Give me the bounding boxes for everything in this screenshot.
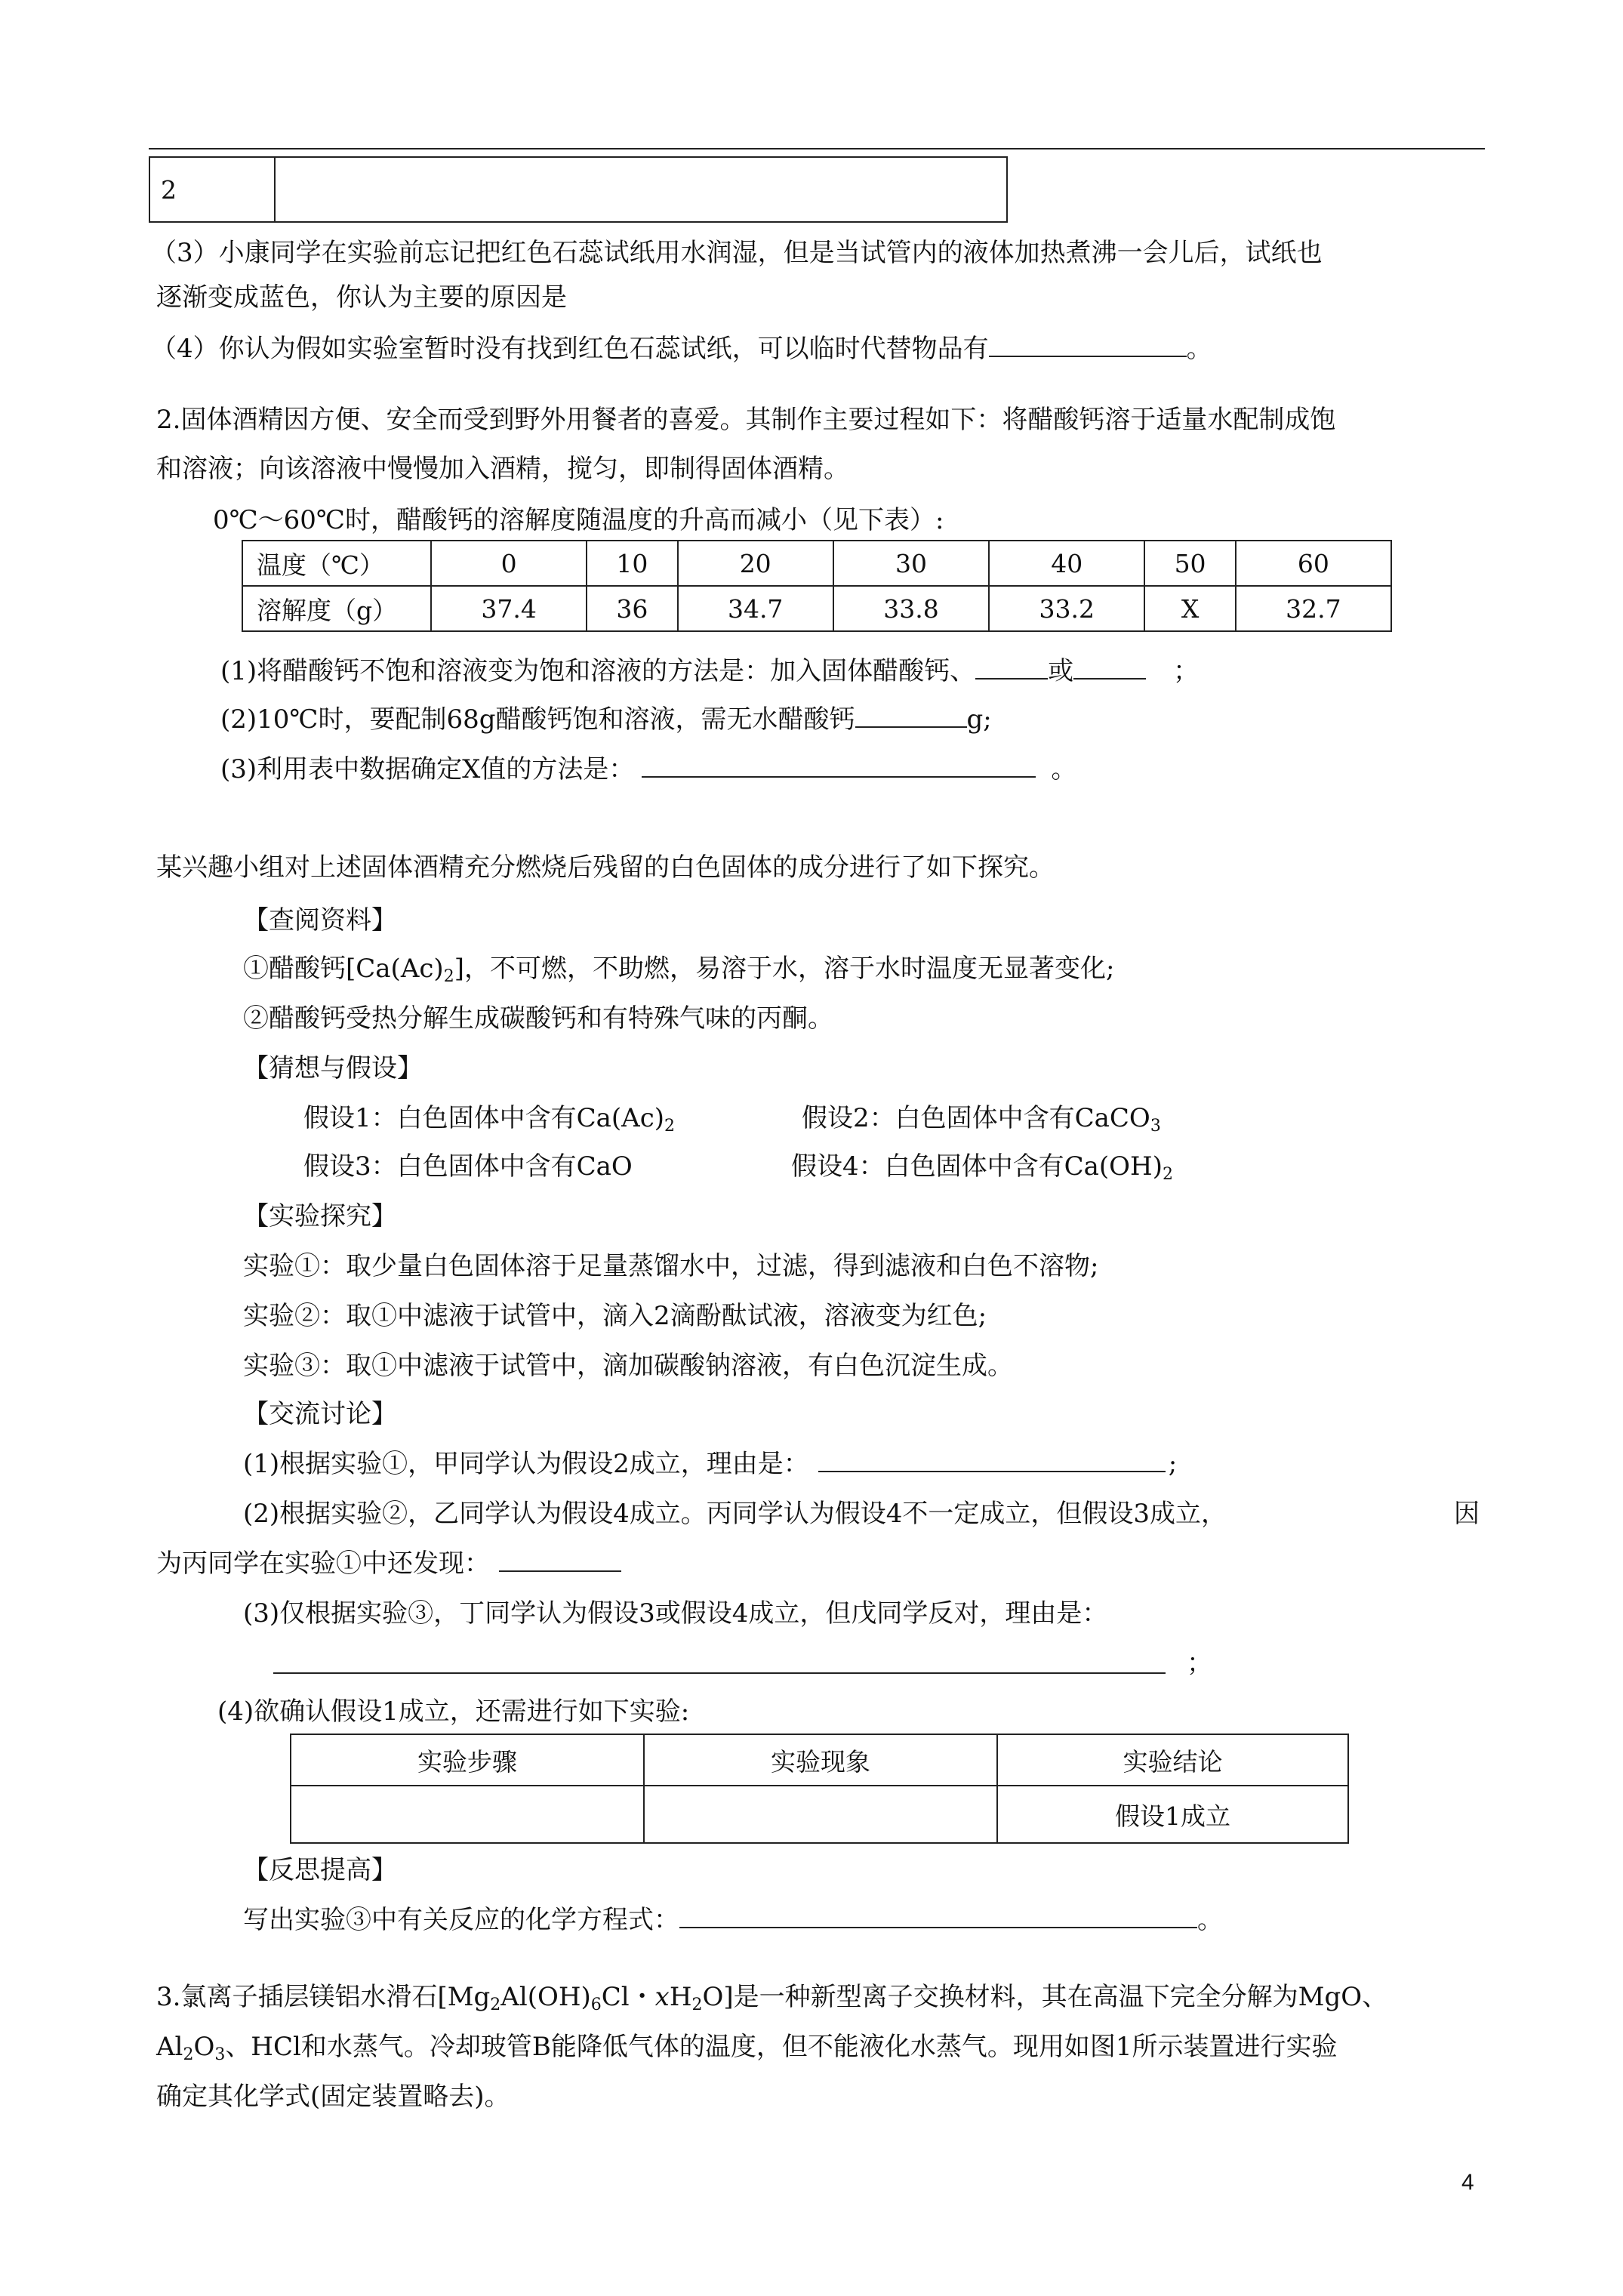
q2-heading-reflection: 【反思提高】 [243, 1855, 397, 1885]
q2-sub1-blank-2[interactable] [1073, 677, 1146, 680]
solubility-header-7: 60 [1236, 541, 1391, 586]
solubility-header-3: 20 [678, 541, 833, 586]
q2-hyp-1-sub: 2 [664, 1117, 676, 1136]
q2-disc-2-blank[interactable] [499, 1570, 621, 1572]
q1-p4 [151, 336, 1212, 362]
q2-reflection-blank[interactable] [679, 1926, 1197, 1928]
q2-exp-1: 实验①：取少量白色固体溶于足量蒸馏水中，过滤，得到滤液和白色不溶物; [243, 1251, 1099, 1281]
q2-disc-2-text: (2)根据实验②，乙同学认为假设4成立。丙同学认为假设4不一定成立，但假设3成立， [243, 1499, 1227, 1529]
page-number: 4 [1461, 2170, 1474, 2195]
q3-l1-s2: 6 [590, 1996, 602, 2014]
solubility-header-0: 温度（℃） [242, 541, 431, 586]
q2-disc-1-blank[interactable] [818, 1470, 1166, 1472]
solubility-cell-4: 33.8 [833, 586, 989, 631]
q2-sub3 [220, 754, 1077, 784]
solubility-cell-6: X [1144, 586, 1235, 631]
q2-inquiry-intro: 某兴趣小组对上述固体酒精充分燃烧后残留的白色固体的成分进行了如下探究。 [156, 852, 1055, 883]
q2-disc-2-yin: 因 [1454, 1499, 1480, 1529]
experiment-cell-phenomenon[interactable] [644, 1786, 997, 1843]
q2-exp-3: 实验③：取①中滤液于试管中，滴加碳酸钠溶液，有白色沉淀生成。 [243, 1351, 1013, 1381]
q3-l1-a: 3.氯离子插层镁铝水滑石[Mg [156, 1982, 491, 2012]
top-table-blank [275, 157, 1007, 222]
q2-disc-2-line2-text: 为丙同学在实验①中还发现： [156, 1549, 490, 1579]
q2-sub2-end: g; [966, 704, 992, 735]
q3-l2-a: Al [156, 2032, 183, 2062]
q2-sub3-text: (3)利用表中数据确定X值的方法是： [220, 754, 635, 784]
q2-sub2-blank[interactable] [855, 726, 967, 728]
solubility-table-value-row [242, 586, 1391, 631]
solubility-cell-3: 34.7 [678, 586, 833, 631]
q2-disc-3-end: ； [1187, 1648, 1212, 1678]
solubility-cell-1: 37.4 [431, 586, 587, 631]
q2-hyp-4-text: 假设4：白色固体中含有Ca(OH) [791, 1151, 1163, 1182]
q2-sub1-or: 或 [1048, 656, 1074, 686]
experiment-header-phenomenon: 实验现象 [644, 1734, 997, 1786]
q2-ref-1 [243, 954, 1115, 986]
experiment-header-conclusion: 实验结论 [997, 1734, 1348, 1786]
top-table-num: 2 [149, 157, 275, 222]
q2-ref-1-sub: 2 [443, 967, 454, 986]
solubility-cell-2: 36 [587, 586, 677, 631]
q3-line2 [156, 2032, 1338, 2064]
q2-ref-2: ②醋酸钙受热分解生成碳酸钙和有特殊气味的丙酮。 [243, 1003, 833, 1034]
q3-l2-s2: 3 [214, 2045, 226, 2064]
experiment-table-header-row [291, 1734, 1348, 1786]
experiment-cell-conclusion: 假设1成立 [997, 1786, 1348, 1843]
solubility-table-header-row [242, 541, 1391, 586]
q2-hyp-1 [303, 1103, 676, 1136]
solubility-header-2: 10 [587, 541, 677, 586]
q3-l1-d: H [669, 1982, 692, 2012]
q2-ref-1-a: ①醋酸钙[Ca(Ac) [243, 954, 444, 984]
solubility-header-5: 40 [989, 541, 1144, 586]
q2-sub3-end: 。 [1051, 754, 1077, 784]
q2-sub1-text: (1)将醋酸钙不饱和溶液变为饱和溶液的方法是：加入固体醋酸钙、 [220, 656, 976, 686]
q2-sub1-blank-1[interactable] [975, 677, 1048, 680]
q2-intro-line1: 2.固体酒精因方便、安全而受到野外用餐者的喜爱。其制作主要过程如下：将醋酸钙溶于适量水配制成饱 [156, 405, 1336, 435]
q1-p4-end: 。 [1186, 334, 1212, 364]
q1-p3-line2: 逐渐变成蓝色，你认为主要的原因是 [156, 282, 567, 313]
q1-p3-line1: （3）小康同学在实验前忘记把红色石蕊试纸用水润湿，但是当试管内的液体加热煮沸一会儿后，试纸也 [151, 238, 1323, 268]
solubility-cell-5: 33.2 [989, 586, 1144, 631]
q2-table-caption: 0℃～60℃时，醋酸钙的溶解度随温度的升高而减小（见下表）: [213, 505, 944, 535]
q2-reflection [243, 1907, 1223, 1933]
q2-heading-hypothesis: 【猜想与假设】 [243, 1053, 423, 1083]
q3-l1-e: O]是一种新型离子交换材料，其在高温下完全分解为MgO、 [702, 1982, 1388, 2012]
solubility-header-4: 30 [833, 541, 989, 586]
q2-hyp-4-sub: 2 [1162, 1165, 1173, 1184]
experiment-cell-step[interactable] [291, 1786, 644, 1843]
q2-reflection-end: 。 [1197, 1905, 1223, 1935]
q3-l1-s3: 2 [691, 1996, 703, 2014]
q2-sub1-end: ； [1173, 656, 1200, 686]
q3-l1-c: Cl・ [601, 1982, 655, 2012]
q2-disc-1-text: (1)根据实验①，甲同学认为假设2成立，理由是： [243, 1449, 809, 1479]
q2-sub2 [220, 704, 992, 735]
q2-sub3-blank[interactable] [642, 775, 1036, 778]
q2-disc-3-blank[interactable] [273, 1672, 1166, 1674]
q2-intro-line2: 和溶液；向该溶液中慢慢加入酒精，搅匀，即制得固体酒精。 [156, 454, 849, 484]
q2-disc-2-line2 [156, 1549, 621, 1579]
q2-heading-discussion: 【交流讨论】 [243, 1399, 397, 1429]
experiment-table-row [291, 1786, 1348, 1843]
q2-heading-reference: 【查阅资料】 [243, 905, 397, 935]
top-table [149, 156, 1008, 223]
q2-hyp-1-text: 假设1：白色固体中含有Ca(Ac) [303, 1103, 665, 1133]
q3-line3: 确定其化学式(固定装置略去)。 [156, 2082, 510, 2112]
q3-l2-b: O [193, 2032, 215, 2062]
header-rule [149, 148, 1485, 149]
q2-disc-1 [243, 1451, 1177, 1477]
q3-l1-x: x [654, 1982, 670, 2012]
experiment-header-step: 实验步骤 [291, 1734, 644, 1786]
solubility-table [242, 540, 1392, 632]
q2-hyp-2-sub: 3 [1150, 1117, 1161, 1136]
q2-disc-4: (4)欲确认假设1成立，还需进行如下实验: [217, 1697, 690, 1727]
q3-l1-b: Al(OH) [500, 1982, 591, 2012]
q2-disc-3: (3)仅根据实验③，丁同学认为假设3或假设4成立，但戊同学反对，理由是： [243, 1598, 1108, 1629]
q2-hyp-2 [802, 1103, 1161, 1136]
q3-l2-c: 、HCl和水蒸气。冷却玻管B能降低气体的温度，但不能液化水蒸气。现用如图1所示装置进行实验 [225, 2032, 1338, 2062]
q2-reflection-text: 写出实验③中有关反应的化学方程式： [243, 1905, 679, 1935]
q2-hyp-3: 假设3：白色固体中含有CaO [303, 1151, 633, 1182]
q2-exp-2: 实验②：取①中滤液于试管中，滴入2滴酚酞试液，溶液变为红色; [243, 1301, 987, 1331]
solubility-header-1: 0 [431, 541, 587, 586]
q2-sub1 [220, 658, 1199, 684]
solubility-cell-0: 溶解度（g） [242, 586, 431, 631]
q2-disc-2-line1 [243, 1501, 1227, 1527]
q1-p4-blank[interactable] [989, 355, 1187, 357]
q2-sub2-text: (2)10℃时，要配制68g醋酸钙饱和溶液，需无水醋酸钙 [220, 704, 855, 735]
q2-ref-1-b: ]，不可燃，不助燃，易溶于水，溶于水时温度无显著变化; [454, 954, 1115, 984]
experiment-table [290, 1734, 1349, 1844]
solubility-cell-7: 32.7 [1236, 586, 1391, 631]
q2-hyp-4 [791, 1151, 1173, 1184]
q2-hyp-2-text: 假设2：白色固体中含有CaCO [802, 1103, 1150, 1133]
q3-l1-s1: 2 [490, 1996, 501, 2014]
q1-p4-text: （4）你认为假如实验室暂时没有找到红色石蕊试纸，可以临时代替物品有 [151, 334, 989, 364]
solubility-header-6: 50 [1144, 541, 1235, 586]
q3-line1 [156, 1982, 1388, 2014]
q2-disc-1-end: ; [1168, 1449, 1178, 1479]
q2-heading-experiment: 【实验探究】 [243, 1201, 397, 1231]
q3-l2-s1: 2 [183, 2045, 194, 2064]
